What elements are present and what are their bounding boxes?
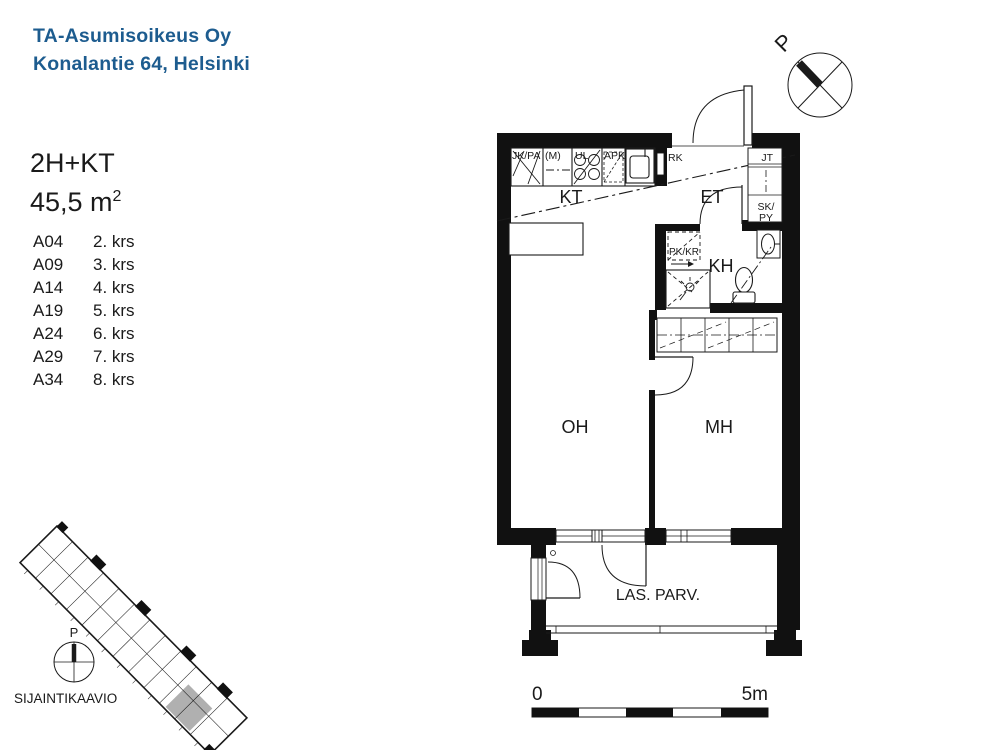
unit-floor: 8. krs <box>93 370 135 389</box>
north-arrow-icon <box>770 29 852 117</box>
site-plan-compass-icon <box>54 625 94 682</box>
apartment-type: 2H+KT <box>30 148 115 178</box>
label-ul: UL <box>575 150 589 162</box>
company-name: TA-Asumisoikeus Oy <box>33 25 232 47</box>
site-plan <box>14 520 253 750</box>
label-rk: RK <box>668 152 683 164</box>
label-pkkr: PK/KR <box>668 247 700 258</box>
windows <box>556 530 731 542</box>
site-plan-caption: SIJAINTIKAAVIO <box>14 691 118 706</box>
room-label-oh: OH <box>561 417 589 437</box>
unit-id: A29 <box>33 347 64 366</box>
scale-start: 0 <box>532 684 543 705</box>
company-address: Konalantie 64, Helsinki <box>33 53 251 75</box>
washbasin-icon <box>757 230 780 258</box>
room-label-mh: MH <box>705 417 733 437</box>
kitchen-worktop <box>509 223 583 255</box>
shower-icon <box>666 270 710 308</box>
entrance-door <box>672 86 752 146</box>
north-label: P <box>769 28 798 57</box>
room-label-kh: KH <box>708 256 734 276</box>
label-jkpa: JK/PA <box>512 150 541 162</box>
scale-end: 5m <box>741 684 768 705</box>
unit-id: A19 <box>33 301 64 320</box>
balcony-access-door <box>602 542 646 586</box>
label-skpy: SK/ <box>757 201 775 213</box>
wardrobe-row <box>657 318 777 352</box>
room-label-balcony: LAS. PARV. <box>615 587 701 604</box>
unit-id: A09 <box>33 255 64 274</box>
electrical-panel-icon <box>657 153 664 175</box>
label-skpy: PY <box>758 212 774 224</box>
stair-towers <box>19 520 252 750</box>
highlighted-unit <box>166 684 213 731</box>
unit-id: A34 <box>33 370 64 389</box>
unit-floor: 2. krs <box>93 232 135 251</box>
label-jt: JT <box>761 152 773 164</box>
bedroom-door <box>655 357 693 395</box>
room-label-et: ET <box>700 187 724 207</box>
unit-floor: 5. krs <box>93 301 135 320</box>
label-apk: APK <box>604 150 626 162</box>
apartment-area: 45,5 $m^2$ <box>30 187 122 217</box>
unit-floor: 4. krs <box>93 278 135 297</box>
scale-bar <box>532 684 768 717</box>
unit-id: A14 <box>33 278 64 297</box>
label-m: (M) <box>545 150 561 162</box>
unit-floor: 3. krs <box>93 255 135 274</box>
unit-floor: 6. krs <box>93 324 135 343</box>
sink-icon <box>626 149 654 183</box>
site-plan-north-label: P <box>69 625 79 640</box>
unit-id: A04 <box>33 232 64 251</box>
unit-floor: 7. krs <box>93 347 135 366</box>
room-label-kt: KT <box>559 187 583 207</box>
unit-id: A24 <box>33 324 64 343</box>
